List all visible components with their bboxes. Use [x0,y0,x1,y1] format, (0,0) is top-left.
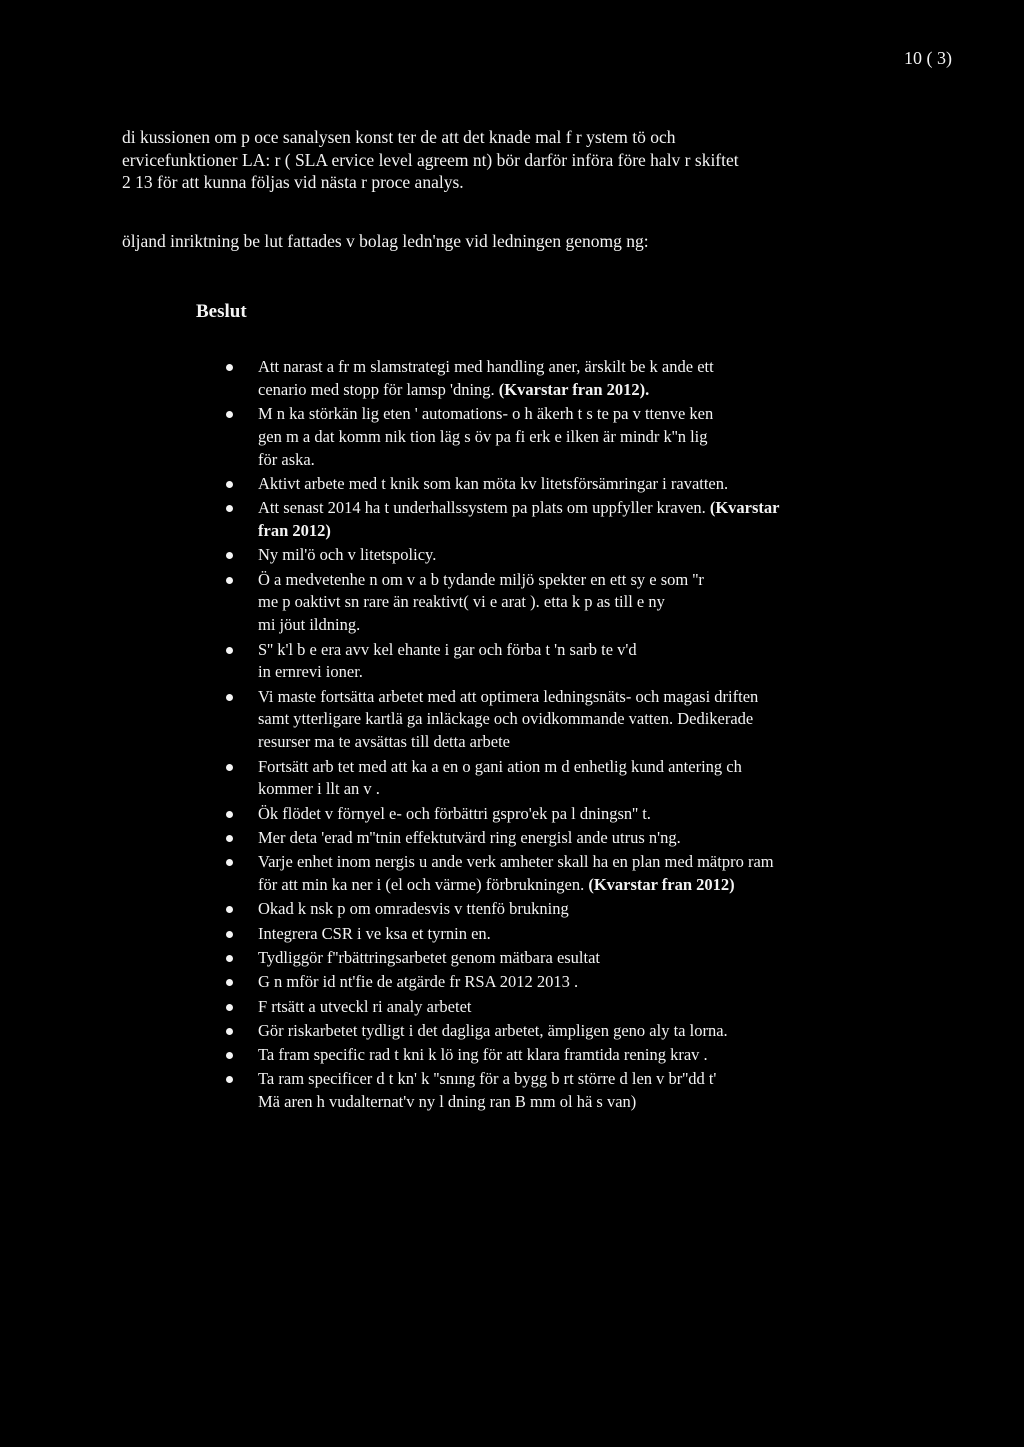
bullet-icon [226,764,233,771]
decision-item-text: Vi maste fortsätta arbetet med att optimera ledningsnäts- och magasi driften [258,686,759,706]
decision-item-text: S'' k'l b e era avv kel ehante i gar och förba t 'n sarb te v'd [258,639,637,659]
decision-item [226,544,936,567]
decision-item [226,569,936,637]
decision-item [226,996,936,1019]
decision-item-text: kommer i llt an v . [258,779,380,799]
decision-list [226,356,936,1116]
decision-item-line [258,1068,936,1091]
decision-item-text: me p oaktivt sn rare än reaktivt( vi e arat ). etta k p as till e ny [258,592,665,612]
bullet-icon [226,577,233,584]
decision-item-text: Ta fram specific rad t kni k lö ing för att klara framtida rening krav . [258,1045,708,1065]
decision-item-text: Fortsätt arb tet med att ka a en o gani ation m d enhetlig kund antering ch [258,756,742,776]
bullet-icon [226,552,233,559]
decision-item [226,803,936,826]
bullet-icon [226,1028,233,1035]
decision-item-line [258,379,936,402]
decision-item-line [258,403,936,426]
decision-item-line [258,803,936,826]
carryover-note: (Kvarstar fran 2012) [588,875,735,895]
decision-item-line [258,778,936,801]
decision-item-text: Att narast a fr m slamstrategi med handling aner, ärskilt be k ande ett [258,357,714,376]
decision-item-text: M n ka störkän lig eten ' automations- o h äkerh t s te pa v ttenve ken [258,404,714,424]
decision-item-line [258,947,936,970]
decision-item [226,947,936,970]
decision-item-line [258,851,936,874]
decision-item-line [258,827,936,850]
decision-item [226,473,936,496]
intro-line: ervicefunktioner LA: r ( SLA ervice level agreem nt) bör darför införa före halv r skiftet [122,149,739,170]
decision-item-line [258,591,936,614]
decision-item-line [258,614,936,637]
intro-paragraph [122,126,942,194]
decision-item-text: cenario med stopp för lamsp 'dning. [258,379,495,399]
decision-item-text: Varje enhet inom nergis u ande verk amheter skall ha en plan med mätpro ram [258,852,774,872]
decision-item-text: Integrera CSR i ve ksa et tyrnin en. [258,923,491,943]
bullet-icon [226,811,233,818]
decision-item [226,756,936,802]
carryover-note: (Kvarstar fran 2012). [498,379,650,399]
decision-item-line [258,756,936,779]
decision-item [226,898,936,921]
bullet-icon [226,481,233,488]
bullet-icon [226,835,233,842]
decision-item-line [258,708,936,731]
decision-item-line [258,996,936,1019]
bullet-icon [226,694,233,701]
decision-item-text: F rtsätt a utveckl ri analy arbetet [258,996,472,1016]
carryover-note: (Kvarstar [709,498,780,518]
decision-item-line [258,686,936,709]
decision-item-text: gen m a dat komm nik tion läg s öv pa fi erk e ilken är mindr k''n lig [258,426,708,446]
decision-item-text: Mä aren h vudalternat'v ny l dning ran B mm ol hä s van) [258,1092,637,1112]
decision-item-line [258,426,936,449]
decision-item-line [258,1091,936,1114]
decision-item-text: Tydliggör f''rbättringsarbetet genom mätbara esultat [258,947,601,967]
decision-item-text: Att senast 2014 ha t underhallssystem pa plats om uppfyller kraven. [258,498,706,518]
decision-item-line [258,923,936,946]
intro-line: di kussionen om p oce sanalysen konst ter de att det knade mal f r ystem tö och [122,127,676,147]
page-number: 10 ( 3) [904,48,952,68]
bullet-icon [226,931,233,938]
bullet-icon [226,647,233,654]
decision-item-line [258,497,936,520]
bullet-icon [226,955,233,962]
decision-item-line [258,449,936,472]
bullet-icon [226,505,233,512]
decision-item-line [258,971,936,994]
bullet-icon [226,1004,233,1011]
decision-item [226,851,936,897]
decision-item [226,1020,936,1043]
bullet-icon [226,1052,233,1059]
decision-item-text: in ernrevi ioner. [258,662,363,682]
bullet-icon [226,859,233,866]
decision-item-text: Ö a medvetenhe n om v a b tydande miljö spekter en ett sy e som ''r [258,569,704,589]
decision-item-text: resurser ma te avsättas till detta arbete [258,732,510,752]
bullet-icon [226,1076,233,1083]
decision-item-line [258,731,936,754]
bullet-icon [226,364,233,371]
intro-line: 2 13 för att kunna följas vid nästa r proce analys. [122,172,464,192]
decision-item-line [258,356,936,379]
decision-item-text: mi jöut ildning. [258,615,361,635]
decision-item [226,971,936,994]
decision-item-line [258,874,936,897]
decision-item-text: Gör riskarbetet tydligt i det dagliga arbetet, ämpligen geno aly ta lorna. [258,1020,728,1040]
decision-item [226,923,936,946]
decision-item-text: för aska. [258,449,315,469]
bullet-icon [226,906,233,913]
decision-item [226,497,936,543]
decision-item-text: Ta ram specificer d t kn' k ''snıng för a bygg b rt större d len v br''dd t' [258,1069,717,1089]
decision-item-text: G n mför id nt'fie de atgärde fr RSA 2012 2013 . [258,972,579,992]
decision-item [226,1068,936,1114]
decision-item-text: Ny mil'ö och v litetspolicy. [258,545,437,565]
decision-item-text: Mer deta 'erad m''tnin effektutvärd ring energisl ande utrus n'ng. [258,827,681,847]
decision-item-text: Ök flödet v förnyel e- och förbättri gspro'ek pa l dningsn'' t. [258,803,651,823]
bullet-icon [226,979,233,986]
decision-item-line [258,1020,936,1043]
decision-item-line [258,1044,936,1067]
decision-item-text: samt ytterligare kartlä ga inläckage och ovidkommande vatten. Dedikerade [258,709,754,729]
decision-item [226,827,936,850]
decision-item-line [258,661,936,684]
decision-item-line [258,569,936,592]
decision-item [226,403,936,471]
decision-item-text: för att min ka ner i (el och värme) förbrukningen. [258,875,585,895]
section-heading: Beslut [196,301,247,322]
decision-item-line [258,639,936,662]
bullet-icon [226,411,233,418]
decision-item-line [258,544,936,567]
decision-item-line [258,473,936,496]
decision-item [226,686,936,754]
decision-intro: öljand inriktning be lut fattades v bolag ledn'nge vid ledningen genomg ng: [122,231,649,251]
decision-item-text: Okad k nsk p om omradesvis v ttenfö brukning [258,899,569,919]
decision-item-line [258,898,936,921]
carryover-note: fran 2012) [258,521,331,541]
decision-item [226,356,936,402]
decision-item [226,1044,936,1067]
decision-item-text: Aktivt arbete med t knik som kan möta kv litetsförsämringar i ravatten. [258,473,729,493]
decision-item [226,639,936,685]
